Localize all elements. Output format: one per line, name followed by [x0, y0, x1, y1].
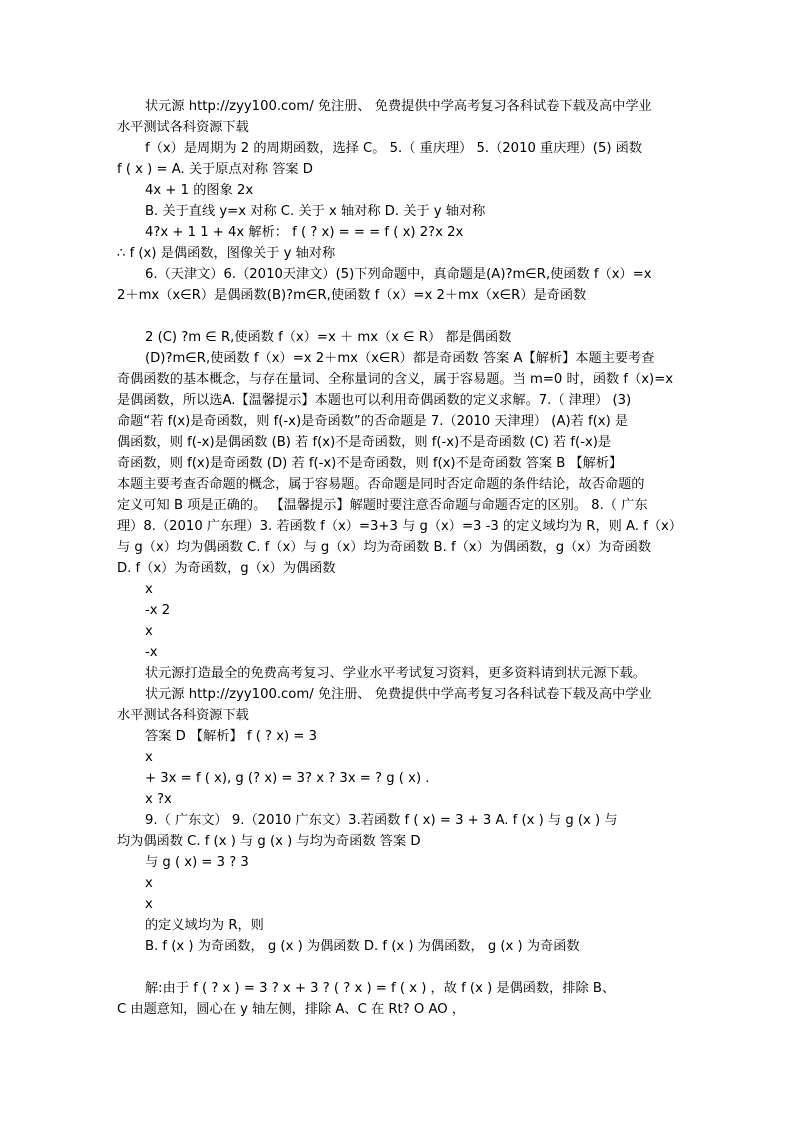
text-line: 2 (C) ?m ∈ R,使函数 f（x）=x ＋ mx（x ∈ R） 都是偶函数	[145, 330, 512, 345]
text-line: f（x）是周期为 2 的周期函数，选择 C。 5.（ 重庆理） 5.（2010 重庆理）(5) 函数	[145, 141, 643, 156]
text-line: 与 g ( x) = 3 ? 3	[145, 855, 249, 870]
text-line: B. 关于直线 y=x 对称 C. 关于 x 轴对称 D. 关于 y 轴对称	[145, 204, 486, 219]
text-line: x ?x	[145, 792, 172, 807]
text-line: 的定义域均为 R，则	[145, 918, 264, 933]
text-line: D. f（x）为奇函数，g（x）为偶函数	[117, 561, 336, 576]
text-line: -x	[145, 645, 158, 660]
text-line: x	[145, 624, 153, 639]
text-line: B. f (x ) 为奇函数， g (x ) 为偶函数 D. f (x ) 为偶函数， g (x ) 为奇函数	[145, 939, 580, 954]
text-line: 6.（天津文）6.（2010天津文）(5)下列命题中，真命题是(A)?m∈R,使函数 f（x）=x	[145, 267, 652, 282]
text-line: 理）8.（2010 广东理）3. 若函数 f（x）=3+3 与 g（x）=3 -3 的定义域均为 R，则 A. f（x）	[117, 519, 683, 534]
text-line: + 3x = f ( x), g (? x) = 3? x ? 3x = ? g ( x) .	[145, 771, 430, 786]
text-line: 4?x + 1 1 + 4x 解析： f ( ? x) = = = f ( x) 2?x 2x	[145, 225, 464, 240]
text-line: -x 2	[145, 603, 171, 618]
footer-promo-text: 状元源打造最全的免费高考复习、学业水平考试复习资料，更多资料请到状元源下载。	[145, 666, 647, 681]
text-line: 本题主要考查否命题的概念，属于容易题。否命题是同时否定命题的条件结论，故否命题的	[117, 477, 645, 492]
text-line: 4x + 1 的图象 2x	[145, 183, 254, 198]
text-line: (D)?m∈R,使函数 f（x）=x 2＋mx（x∈R）都是奇函数 答案 A【解析】本题主要考查	[145, 351, 655, 366]
header-site-text: 状元源 http://zyy100.com/ 免注册、 免费提供中学高考复习各科试卷下载及高中学业	[145, 687, 652, 702]
text-line: C 由题意知，圆心在 y 轴左侧，排除 A、C 在 Rt? O AO ，	[117, 1002, 466, 1017]
text-line: ∴ f (x) 是偶函数，图像关于 y 轴对称	[117, 246, 336, 261]
text-line: 2＋mx（x∈R）是偶函数(B)?m∈R,使函数 f（x）=x 2＋mx（x∈R）是奇函数	[117, 288, 587, 303]
text-line: 水平测试各科资源下载	[117, 120, 249, 135]
text-line: 奇函数，则 f(x)是奇函数 (D) 若 f(-x)不是奇函数，则 f(x)不是奇函数 答案 B 【解析】	[117, 456, 623, 471]
text-line: 命题“若 f(x)是奇函数，则 f(-x)是奇函数”的否命题是 7.（2010 天津理） (A)若 f(x) 是	[117, 414, 629, 429]
text-line: 奇偶函数的基本概念，与存在量词、全称量词的含义，属于容易题。当 m=0 时，函数 f（x)=x	[117, 372, 674, 387]
text-line: 是偶函数，所以选A.【温馨提示】本题也可以利用奇偶函数的定义求解。7.（ 津理） (3)	[117, 393, 632, 408]
text-line: x	[145, 876, 153, 891]
text-line: f ( x ) = A. 关于原点对称 答案 D	[117, 162, 313, 177]
text-line: 状元源 http://zyy100.com/ 免注册、 免费提供中学高考复习各科试卷下载及高中学业	[145, 99, 652, 114]
text-line: 水平测试各科资源下载	[117, 708, 249, 723]
text-line: 解:由于 f ( ? x ) = 3 ? x + 3 ? ( ? x ) = f ( x ) ，故 f (x ) 是偶函数，排除 B、	[145, 981, 616, 996]
text-line: 答案 D 【解析】 f ( ? x) = 3	[145, 729, 317, 744]
text-line: 定义可知 B 项是正确的。 【温馨提示】解题时要注意否命题与命题否定的区别。 8.（ 广东	[117, 498, 648, 513]
text-line: x	[145, 750, 153, 765]
text-line: 与 g（x）均为偶函数 C. f（x）与 g（x）均为奇函数 B. f（x）为偶函数，g（x）为奇函数	[117, 540, 652, 555]
text-line: 偶函数，则 f(-x)是偶函数 (B) 若 f(x)不是奇函数，则 f(-x)不是奇函数 (C) 若 f(-x)是	[117, 435, 612, 450]
text-line: x	[145, 897, 153, 912]
text-line: 均为偶函数 C. f (x ) 与 g (x ) 与均为奇函数 答案 D	[117, 834, 421, 849]
text-line: x	[145, 582, 153, 597]
text-line: 9.（ 广东文） 9.（2010 广东文）3.若函数 f ( x) = 3 + 3 A. f (x ) 与 g (x ) 与	[145, 813, 618, 828]
